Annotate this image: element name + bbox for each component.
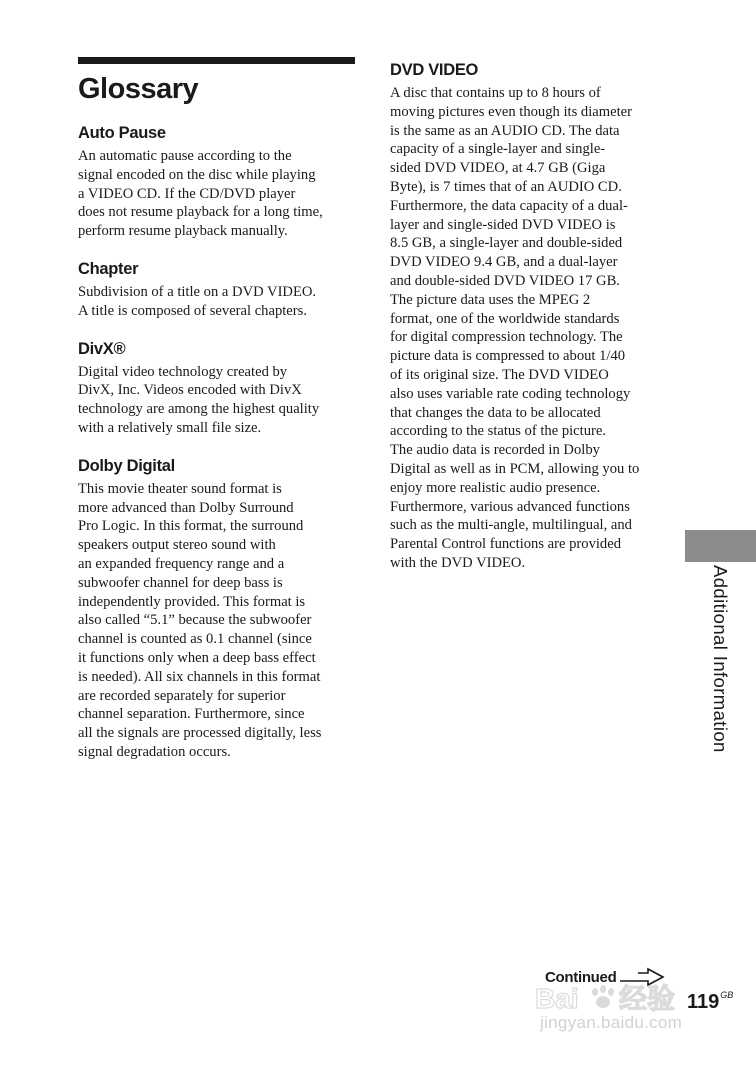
glossary-column-right bbox=[390, 58, 672, 589]
glossary-entry bbox=[78, 337, 358, 438]
glossary-entry bbox=[78, 257, 358, 321]
glossary-term: Dolby Digital bbox=[78, 456, 175, 475]
glossary-definition: A disc that contains up to 8 hours of moving pictures even though its diameter is the same as an AUDIO CD. The data capacity of a single-layer and single- sided DVD VIDEO, at 4.7 GB (Giga Byte), is 7 times that of an AUDIO CD. Furthermore, the data capacity of a dual- layer and single-sided DVD VIDEO is 8.5 GB, a single-layer and double-sided DVD VIDEO 9.4 GB, and a dual-layer and double-sided DVD VIDEO 17 GB. The picture data uses the MPEG 2 format, one of the worldwide standards for digital compression technology. The picture data is compressed to about 1/40 of its original size. The DVD VIDEO also uses variable rate coding technology that changes the data to be allocated according to the status of the picture. The audio data is recorded in Dolby Digital as well as in PCM, allowing you to enjoy more realistic audio presence. Furthermore, various advanced functions such as the multi-angle, multilingual, and Parental Control functions are provided with the DVD VIDEO. bbox=[390, 85, 640, 571]
glossary-entry bbox=[78, 121, 358, 241]
glossary-term: DVD VIDEO bbox=[390, 61, 479, 79]
page-number-suffix: GB bbox=[720, 990, 734, 1000]
continued-label: Continued bbox=[545, 968, 617, 986]
glossary-definition: An automatic pause according to the signal encoded on the disc while playing a VIDEO CD. If the CD/DVD player does not resume playback for a long time, perform resume playback manually. bbox=[78, 148, 323, 240]
glossary-term: Chapter bbox=[78, 259, 139, 278]
page-number bbox=[687, 990, 733, 1014]
glossary-column-left bbox=[78, 121, 358, 778]
glossary-entry bbox=[78, 454, 358, 762]
glossary-entry bbox=[390, 58, 672, 573]
glossary-definition: Digital video technology created by DivX, Inc. Videos encoded with DivX technology are among the highest quality with a relatively small file size. bbox=[78, 363, 320, 436]
glossary-term: DivX® bbox=[78, 339, 126, 358]
watermark-logo bbox=[535, 980, 685, 1016]
page-title: Glossary bbox=[78, 73, 199, 105]
glossary-term: Auto Pause bbox=[78, 124, 166, 142]
baidu-paw-icon bbox=[535, 980, 685, 1016]
section-tab bbox=[685, 530, 756, 562]
svg-text:经验: 经验 bbox=[619, 983, 676, 1014]
svg-text:Bai: Bai bbox=[535, 983, 579, 1014]
glossary-definition: This movie theater sound format is more advanced than Dolby Surround Pro Logic. In this format, the surround speakers output stereo sound with an expanded frequency range and a subwoofer channel for deep bass is independently provided. This format is also called “5.1” because the subwoofer channel is counted as 0.1 channel (since it functions only when a deep bass effect is needed). All six channels in this format are recorded separately for superior channel separation. Furthermore, since all the signals are processed digitally, less signal degradation occurs. bbox=[78, 480, 322, 760]
glossary-definition: Subdivision of a title on a DVD VIDEO. A title is composed of several chapters. bbox=[78, 283, 317, 319]
watermark-url: jingyan.baidu.com bbox=[540, 1013, 683, 1032]
title-rule bbox=[78, 57, 355, 64]
page-number-value: 119 bbox=[687, 991, 720, 1013]
section-tab-label: Additional Information bbox=[710, 565, 731, 753]
